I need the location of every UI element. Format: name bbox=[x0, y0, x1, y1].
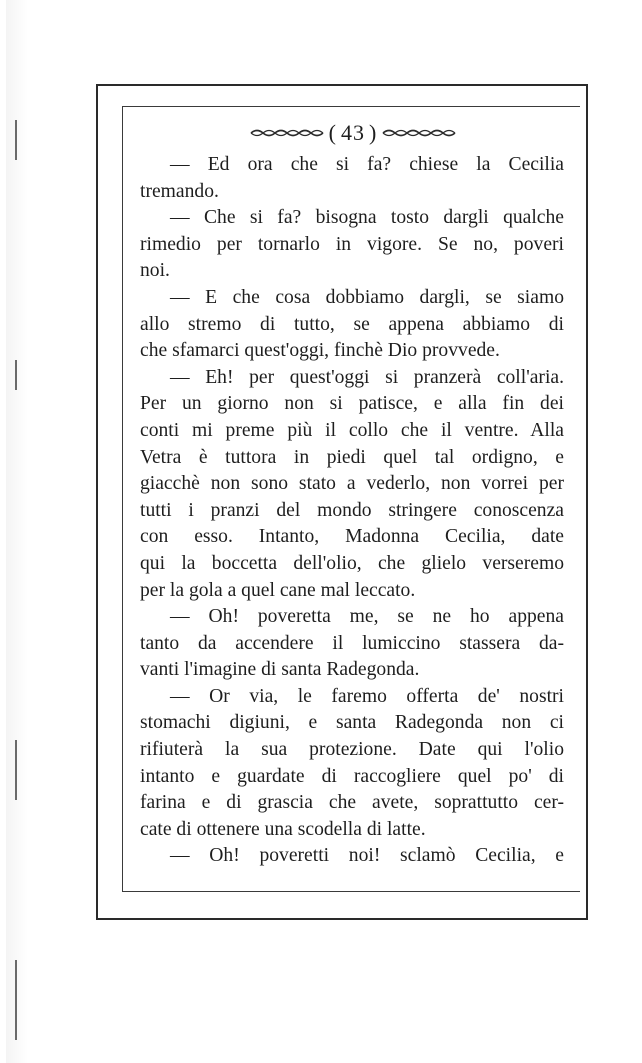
paragraph-5 bbox=[140, 604, 564, 684]
header-close: ) bbox=[369, 120, 378, 145]
text-line: cate di ottenere una scodella di latte. bbox=[140, 818, 426, 840]
text-line: per la gola a quel cane mal leccato. bbox=[140, 579, 416, 601]
text-line: — Oh! poveretti noi! sclamò Cecilia, e bbox=[170, 845, 564, 867]
text-line: conti mi preme più il collo che il ventre. Alla bbox=[140, 419, 564, 441]
text-line: stomachi digiuni, e santa Radegonda non ci bbox=[140, 712, 564, 734]
text-line: — Eh! per quest'oggi si pranzerà coll'aria. bbox=[170, 366, 564, 388]
text-line: — Oh! poveretta me, se ne ho appena bbox=[170, 606, 564, 628]
text-line: intanto e guardate di raccogliere quel po' di bbox=[140, 765, 564, 787]
spine-mark bbox=[15, 120, 17, 160]
spine-mark bbox=[15, 740, 17, 800]
text-line: — Ed ora che si fa? chiese la Cecilia bbox=[170, 154, 564, 175]
ornament-right-icon bbox=[381, 128, 457, 138]
text-line: qui la boccetta dell'olio, che glielo verseremo bbox=[140, 552, 564, 574]
spine-mark bbox=[15, 360, 17, 390]
text-line: Per un giorno non si patisce, e alla fin dei bbox=[140, 393, 564, 415]
paragraph-1 bbox=[140, 152, 564, 205]
paragraph-6 bbox=[140, 684, 564, 844]
page-header bbox=[140, 122, 566, 144]
text-line: — E che cosa dobbiamo dargli, se siamo bbox=[170, 286, 564, 308]
page-number: 43 bbox=[341, 120, 365, 145]
text-line: con esso. Intanto, Madonna Cecilia, date bbox=[140, 526, 564, 548]
text-line: — Or via, le faremo offerta de' nostri bbox=[170, 685, 564, 707]
text-line: rifiuterà la sua protezione. Date qui l'olio bbox=[140, 739, 564, 761]
spine-mark bbox=[15, 960, 17, 1040]
text-line: tremando. bbox=[140, 180, 219, 202]
ornament-left-icon bbox=[249, 128, 325, 138]
header-open: ( bbox=[328, 120, 337, 145]
text-line: farina e di grascia che avete, soprattutto cer- bbox=[140, 792, 564, 814]
paragraph-7 bbox=[140, 843, 564, 870]
body-text bbox=[140, 152, 564, 870]
text-line: allo stremo di tutto, se appena abbiamo di bbox=[140, 313, 564, 335]
text-line: rimedio per tornarlo in vigore. Se no, poveri bbox=[140, 233, 564, 255]
text-line: — Che si fa? bisogna tosto dargli qualche bbox=[170, 207, 564, 229]
book-spine-edge bbox=[6, 0, 28, 1063]
text-line: che sfamarci quest'oggi, finchè Dio provvede. bbox=[140, 340, 500, 362]
paragraph-4 bbox=[140, 365, 564, 604]
text-line: tanto da accendere il lumiccino stassera da- bbox=[140, 632, 564, 654]
text-line: Vetra è tuttora in piedi quel tal ordigno, e bbox=[140, 446, 564, 468]
paragraph-3 bbox=[140, 285, 564, 365]
paragraph-2 bbox=[140, 205, 564, 285]
text-line: vanti l'imagine di santa Radegonda. bbox=[140, 659, 420, 681]
text-line: tutti i pranzi del mondo stringere conoscenza bbox=[140, 499, 564, 521]
text-line: noi. bbox=[140, 260, 170, 282]
text-line: giacchè non sono stato a vederlo, non vorrei per bbox=[140, 473, 564, 495]
